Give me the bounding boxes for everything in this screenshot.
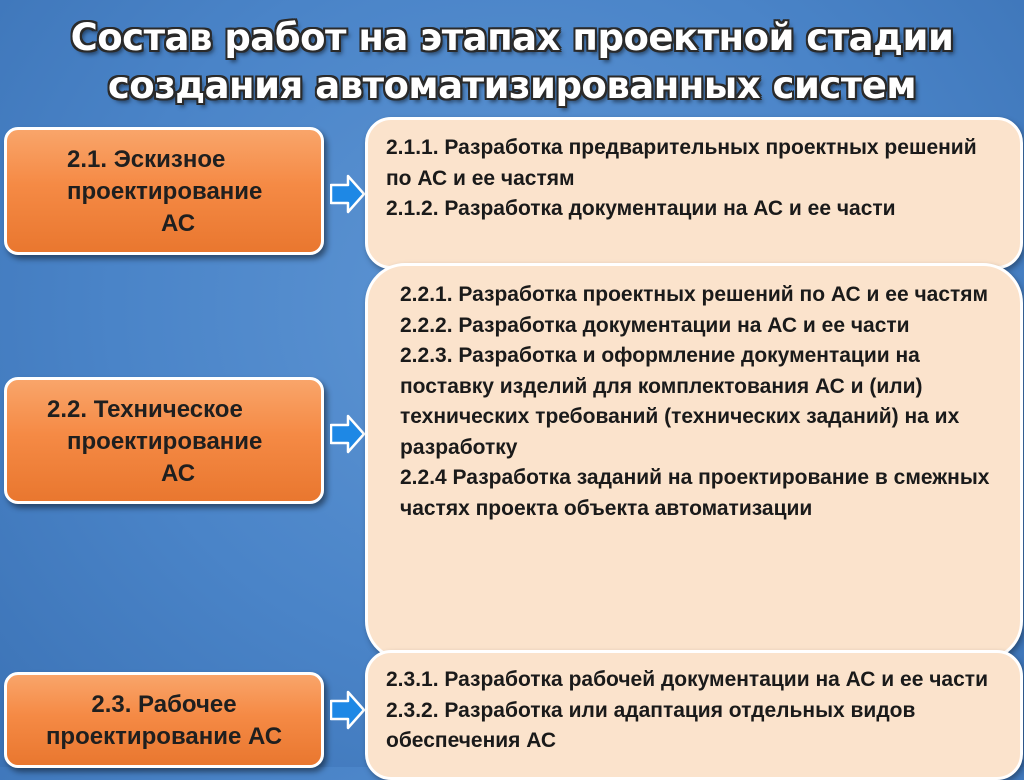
stage-label-line: проектирование (67, 428, 263, 455)
work-item: 2.2.2. Разработка документации на АС и ее части (400, 313, 910, 337)
works-panel-sketch (365, 117, 1023, 269)
right-arrow-icon (330, 174, 366, 214)
title-line-1: Состав работ на этапах проектной стадии (70, 16, 954, 59)
page-title (0, 14, 1024, 110)
work-item: 2.3.1. Разработка рабочей документации на АС и ее части (386, 668, 988, 691)
stage-label-line: проектирование АС (45, 723, 283, 750)
work-item: 2.2.1. Разработка проектных решений по АС и ее частям (400, 283, 989, 306)
stage-working-design (4, 672, 324, 768)
stage-label-line: 2.1. Эскизное (67, 146, 226, 173)
title-line-2: создания автоматизированных систем (107, 64, 917, 107)
work-item: 2.2.4 Разработка заданий на проектирование в смежных частях проекта объекта автоматизации (400, 466, 990, 520)
works-panel-working (365, 650, 1023, 780)
right-arrow-icon (330, 690, 366, 730)
works-panel-technical (365, 263, 1023, 661)
stage-technical-design (4, 377, 324, 504)
work-item: 2.1.2. Разработка документации на АС и ее части (386, 197, 896, 220)
work-item: 2.3.2. Разработка или адаптация отдельных видов обеспечения АС (386, 698, 916, 752)
stage-label-line: АС (161, 210, 196, 237)
stage-label-line: 2.3. Рабочее (91, 691, 237, 718)
right-arrow-icon (330, 414, 366, 454)
work-item: 2.2.3. Разработка и оформление документации на поставку изделий для комплектования АС и (или) технических требований (технических заданий) на их разработку (400, 344, 960, 459)
work-item: 2.1.1. Разработка предварительных проектных решений по АС и ее частям (386, 136, 977, 190)
stage-label-line: 2.2. Техническое (47, 396, 243, 423)
stage-sketch-design (4, 127, 324, 255)
stage-label-line: АС (161, 460, 196, 487)
stage-label-line: проектирование (67, 178, 263, 205)
